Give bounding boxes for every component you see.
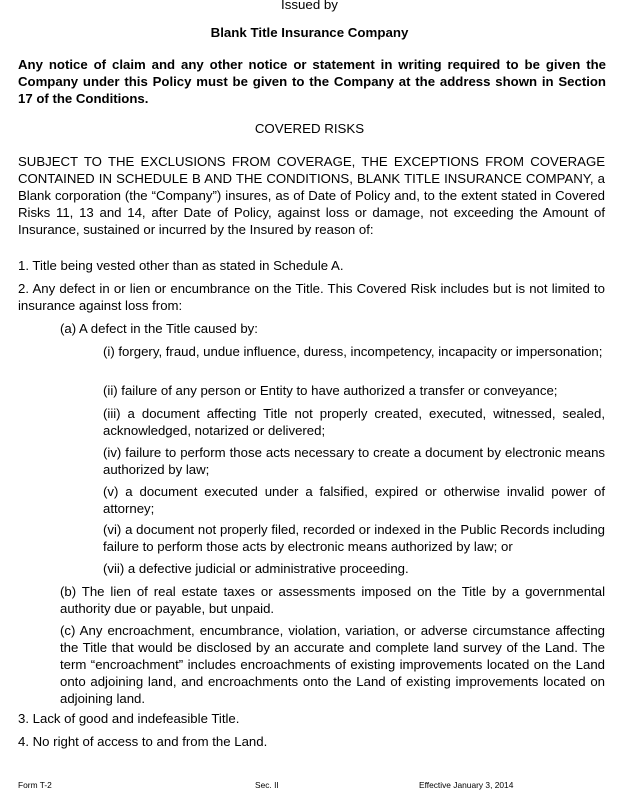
covered-risk-3: 3. Lack of good and indefeasible Title. <box>18 711 240 726</box>
notice-paragraph: Any notice of claim and any other notice or statement in writing required to be given the Company under this Policy must be given to the Company at the address shown in Section 17 of the Conditions. <box>18 57 606 106</box>
covered-risk-2a-iii: (iii) a document affecting Title not properly created, executed, witnessed, sealed, acknowledged, notarized or delivered; <box>103 406 605 438</box>
section-title: COVERED RISKS <box>254 121 365 136</box>
covered-risk-4: 4. No right of access to and from the Land. <box>18 734 268 749</box>
covered-risk-2a-iv: (iv) failure to perform those acts necessary to create a document by electronic means authorized by law; <box>103 445 605 477</box>
footer-form-number: Form T-2 <box>18 780 52 790</box>
covered-risk-2a-i: (i) forgery, fraud, undue influence, duress, incompetency, incapacity or impersonation; <box>103 344 603 359</box>
covered-risk-2b: (b) The lien of real estate taxes or assessments imposed on the Title by a governmental authority due or payable, but unpaid. <box>60 584 605 616</box>
issued-by-line: Issued by <box>281 0 338 12</box>
footer-effective-date: Effective January 3, 2014 <box>419 780 514 790</box>
covered-risk-2a-vi: (vi) a document not properly filed, recorded or indexed in the Public Records including failure to perform those acts by electronic means authorized by law; or <box>103 522 605 554</box>
covered-risk-2a-v: (v) a document executed under a falsified, expired or otherwise invalid power of attorney; <box>103 484 605 516</box>
covered-risk-2: 2. Any defect in or lien or encumbrance on the Title. This Covered Risk includes but is not limited to insurance against loss from: <box>18 281 605 313</box>
covered-risk-1: 1. Title being vested other than as stated in Schedule A. <box>18 258 344 273</box>
company-name: Blank Title Insurance Company <box>210 25 409 40</box>
covered-risk-2a-ii: (ii) failure of any person or Entity to have authorized a transfer or conveyance; <box>103 383 558 398</box>
covered-risk-2a: (a) A defect in the Title caused by: <box>60 321 258 336</box>
covered-risk-2c: (c) Any encroachment, encumbrance, violation, variation, or adverse circumstance affecting the Title that would be disclosed by an accurate and complete land survey of the Land. The term “encroachment” includes encroachments of existing improvements located on the Land onto adjoining land, and encroachments onto the Land of existing improvements located on adjoining land. <box>60 623 605 706</box>
intro-paragraph: SUBJECT TO THE EXCLUSIONS FROM COVERAGE, THE EXCEPTIONS FROM COVERAGE CONTAINED IN SCHEDULE B AND THE CONDITIONS, BLANK TITLE INSURANCE COMPANY, a Blank corporation (the “Company”) insures, as of Date of Policy and, to the extent stated in Covered Risks 11, 13 and 14, after Date of Policy, against loss or damage, not exceeding the Amount of Insurance, sustained or incurred by the Insured by reason of: <box>18 154 605 237</box>
covered-risk-2a-vii: (vii) a defective judicial or administrative proceeding. <box>103 561 409 576</box>
footer-section: Sec. II <box>255 780 279 790</box>
